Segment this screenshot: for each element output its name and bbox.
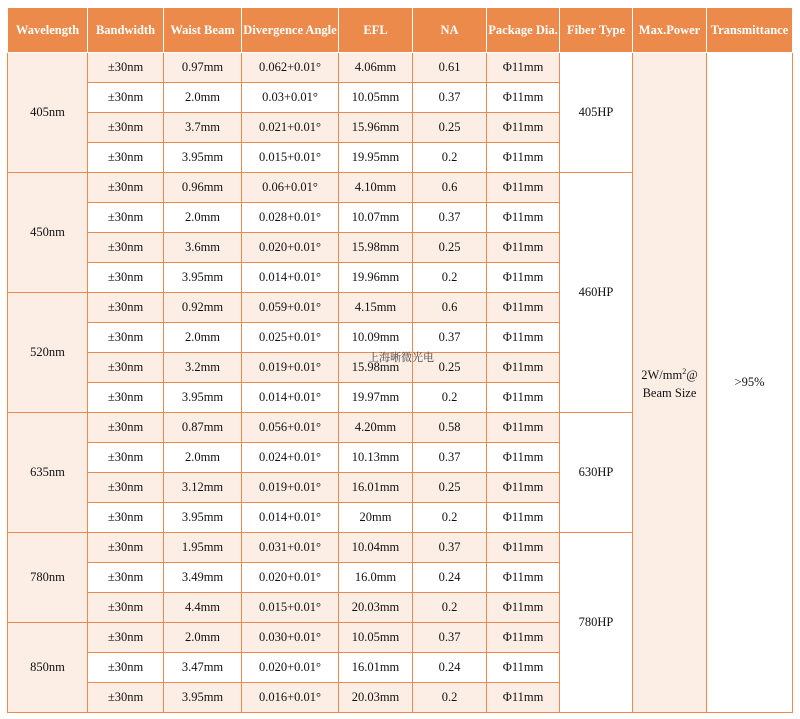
efl-cell: 19.96mm — [339, 263, 413, 293]
bandwidth-cell: ±30nm — [88, 53, 164, 83]
package-dia-cell: Φ11mm — [487, 53, 560, 83]
bandwidth-cell: ±30nm — [88, 653, 164, 683]
package-dia-cell: Φ11mm — [487, 263, 560, 293]
max-power-cell — [633, 53, 707, 713]
bandwidth-cell: ±30nm — [88, 353, 164, 383]
package-dia-cell: Φ11mm — [487, 653, 560, 683]
waist-beam-cell: 4.4mm — [164, 593, 242, 623]
fiber-type-cell: 630HP — [560, 413, 633, 533]
header-row — [8, 8, 793, 53]
package-dia-cell: Φ11mm — [487, 233, 560, 263]
divergence-cell: 0.028+0.01° — [242, 203, 339, 233]
na-cell: 0.6 — [413, 293, 487, 323]
fiber-type-cell: 405HP — [560, 53, 633, 173]
bandwidth-cell: ±30nm — [88, 443, 164, 473]
waist-beam-cell: 3.12mm — [164, 473, 242, 503]
na-cell: 0.2 — [413, 683, 487, 713]
waist-beam-cell: 2.0mm — [164, 623, 242, 653]
package-dia-cell: Φ11mm — [487, 293, 560, 323]
bandwidth-cell: ±30nm — [88, 113, 164, 143]
bandwidth-cell: ±30nm — [88, 623, 164, 653]
waist-beam-cell: 2.0mm — [164, 323, 242, 353]
bandwidth-cell: ±30nm — [88, 143, 164, 173]
waist-beam-cell: 0.96mm — [164, 173, 242, 203]
efl-cell: 19.95mm — [339, 143, 413, 173]
bandwidth-cell: ±30nm — [88, 323, 164, 353]
divergence-cell: 0.021+0.01° — [242, 113, 339, 143]
efl-cell: 19.97mm — [339, 383, 413, 413]
header-bandwidth: Bandwidth — [88, 8, 164, 53]
efl-cell: 15.96mm — [339, 113, 413, 143]
waist-beam-cell: 0.92mm — [164, 293, 242, 323]
bandwidth-cell: ±30nm — [88, 593, 164, 623]
efl-cell: 16.01mm — [339, 473, 413, 503]
waist-beam-cell: 3.7mm — [164, 113, 242, 143]
na-cell: 0.37 — [413, 533, 487, 563]
bandwidth-cell: ±30nm — [88, 203, 164, 233]
package-dia-cell: Φ11mm — [487, 473, 560, 503]
package-dia-cell: Φ11mm — [487, 503, 560, 533]
package-dia-cell: Φ11mm — [487, 323, 560, 353]
divergence-cell: 0.015+0.01° — [242, 593, 339, 623]
divergence-cell: 0.020+0.01° — [242, 233, 339, 263]
bandwidth-cell: ±30nm — [88, 683, 164, 713]
divergence-cell: 0.019+0.01° — [242, 353, 339, 383]
divergence-cell: 0.016+0.01° — [242, 683, 339, 713]
header-na: NA — [413, 8, 487, 53]
package-dia-cell: Φ11mm — [487, 533, 560, 563]
package-dia-cell: Φ11mm — [487, 443, 560, 473]
divergence-cell: 0.020+0.01° — [242, 653, 339, 683]
bandwidth-cell: ±30nm — [88, 563, 164, 593]
waist-beam-cell: 3.95mm — [164, 683, 242, 713]
divergence-cell: 0.014+0.01° — [242, 263, 339, 293]
fiber-type-cell: 460HP — [560, 173, 633, 413]
max-power-value: 2W/mm — [641, 368, 683, 383]
waist-beam-cell: 3.47mm — [164, 653, 242, 683]
efl-cell: 4.15mm — [339, 293, 413, 323]
transmittance-cell: >95% — [707, 53, 793, 713]
waist-beam-cell: 3.95mm — [164, 503, 242, 533]
bandwidth-cell: ±30nm — [88, 383, 164, 413]
na-cell: 0.24 — [413, 563, 487, 593]
divergence-cell: 0.03+0.01° — [242, 83, 339, 113]
na-cell: 0.25 — [413, 473, 487, 503]
bandwidth-cell: ±30nm — [88, 293, 164, 323]
header-wavelength: Wavelength — [8, 8, 88, 53]
header-efl: EFL — [339, 8, 413, 53]
table-body — [8, 53, 793, 713]
spec-table — [7, 7, 793, 713]
package-dia-cell: Φ11mm — [487, 203, 560, 233]
efl-cell: 10.05mm — [339, 83, 413, 113]
package-dia-cell: Φ11mm — [487, 623, 560, 653]
header-waist-beam: Waist Beam — [164, 8, 242, 53]
watermark: 上海晰微光电 — [368, 351, 434, 364]
waist-beam-cell: 2.0mm — [164, 443, 242, 473]
efl-cell: 10.13mm — [339, 443, 413, 473]
bandwidth-cell: ±30nm — [88, 263, 164, 293]
wavelength-cell: 450nm — [8, 173, 88, 293]
efl-cell: 20.03mm — [339, 593, 413, 623]
wavelength-cell: 520nm — [8, 293, 88, 413]
efl-cell: 10.09mm — [339, 323, 413, 353]
na-cell: 0.2 — [413, 143, 487, 173]
divergence-cell: 0.024+0.01° — [242, 443, 339, 473]
efl-cell: 4.06mm — [339, 53, 413, 83]
waist-beam-cell: 3.49mm — [164, 563, 242, 593]
na-cell: 0.37 — [413, 623, 487, 653]
na-cell: 0.2 — [413, 263, 487, 293]
divergence-cell: 0.030+0.01° — [242, 623, 339, 653]
na-cell: 0.2 — [413, 503, 487, 533]
na-cell: 0.37 — [413, 203, 487, 233]
na-cell: 0.25 — [413, 353, 487, 383]
efl-cell: 4.10mm — [339, 173, 413, 203]
na-cell: 0.25 — [413, 233, 487, 263]
efl-cell: 20.03mm — [339, 683, 413, 713]
max-power-at: @ — [686, 368, 698, 383]
package-dia-cell: Φ11mm — [487, 113, 560, 143]
na-cell: 0.2 — [413, 593, 487, 623]
na-cell: 0.24 — [413, 653, 487, 683]
na-cell: 0.37 — [413, 83, 487, 113]
divergence-cell: 0.06+0.01° — [242, 173, 339, 203]
waist-beam-cell: 3.95mm — [164, 263, 242, 293]
header-divergence-angle: Divergence Angle — [242, 8, 339, 53]
na-cell: 0.37 — [413, 443, 487, 473]
efl-cell: 20mm — [339, 503, 413, 533]
bandwidth-cell: ±30nm — [88, 83, 164, 113]
package-dia-cell: Φ11mm — [487, 383, 560, 413]
header-fiber-type: Fiber Type — [560, 8, 633, 53]
divergence-cell: 0.019+0.01° — [242, 473, 339, 503]
efl-cell: 10.04mm — [339, 533, 413, 563]
divergence-cell: 0.062+0.01° — [242, 53, 339, 83]
header-max-power: Max.Power — [633, 8, 707, 53]
max-power-beam-size: Beam Size — [642, 385, 697, 400]
waist-beam-cell: 3.95mm — [164, 383, 242, 413]
bandwidth-cell: ±30nm — [88, 533, 164, 563]
wavelength-cell: 850nm — [8, 623, 88, 713]
divergence-cell: 0.025+0.01° — [242, 323, 339, 353]
header-package-dia: Package Dia. — [487, 8, 560, 53]
efl-cell: 10.05mm — [339, 623, 413, 653]
fiber-type-cell: 780HP — [560, 533, 633, 713]
na-cell: 0.37 — [413, 323, 487, 353]
divergence-cell: 0.014+0.01° — [242, 503, 339, 533]
max-power-exponent: 2 — [682, 367, 687, 377]
package-dia-cell: Φ11mm — [487, 353, 560, 383]
waist-beam-cell: 3.95mm — [164, 143, 242, 173]
efl-cell: 4.20mm — [339, 413, 413, 443]
table-row — [8, 53, 793, 83]
package-dia-cell: Φ11mm — [487, 593, 560, 623]
waist-beam-cell: 2.0mm — [164, 83, 242, 113]
divergence-cell: 0.020+0.01° — [242, 563, 339, 593]
waist-beam-cell: 3.6mm — [164, 233, 242, 263]
efl-cell: 15.98mm — [339, 353, 413, 383]
na-cell: 0.25 — [413, 113, 487, 143]
divergence-cell: 0.059+0.01° — [242, 293, 339, 323]
bandwidth-cell: ±30nm — [88, 173, 164, 203]
header-transmittance: Transmittance — [707, 8, 793, 53]
efl-cell: 15.98mm — [339, 233, 413, 263]
divergence-cell: 0.015+0.01° — [242, 143, 339, 173]
wavelength-cell: 780nm — [8, 533, 88, 623]
wavelength-cell: 635nm — [8, 413, 88, 533]
waist-beam-cell: 3.2mm — [164, 353, 242, 383]
wavelength-cell: 405nm — [8, 53, 88, 173]
waist-beam-cell: 0.87mm — [164, 413, 242, 443]
package-dia-cell: Φ11mm — [487, 83, 560, 113]
na-cell: 0.2 — [413, 383, 487, 413]
package-dia-cell: Φ11mm — [487, 683, 560, 713]
waist-beam-cell: 0.97mm — [164, 53, 242, 83]
package-dia-cell: Φ11mm — [487, 143, 560, 173]
waist-beam-cell: 1.95mm — [164, 533, 242, 563]
efl-cell: 16.01mm — [339, 653, 413, 683]
divergence-cell: 0.014+0.01° — [242, 383, 339, 413]
na-cell: 0.58 — [413, 413, 487, 443]
bandwidth-cell: ±30nm — [88, 503, 164, 533]
waist-beam-cell: 2.0mm — [164, 203, 242, 233]
bandwidth-cell: ±30nm — [88, 233, 164, 263]
package-dia-cell: Φ11mm — [487, 413, 560, 443]
na-cell: 0.61 — [413, 53, 487, 83]
bandwidth-cell: ±30nm — [88, 473, 164, 503]
efl-cell: 16.0mm — [339, 563, 413, 593]
bandwidth-cell: ±30nm — [88, 413, 164, 443]
package-dia-cell: Φ11mm — [487, 173, 560, 203]
na-cell: 0.6 — [413, 173, 487, 203]
efl-cell: 10.07mm — [339, 203, 413, 233]
package-dia-cell: Φ11mm — [487, 563, 560, 593]
divergence-cell: 0.056+0.01° — [242, 413, 339, 443]
divergence-cell: 0.031+0.01° — [242, 533, 339, 563]
